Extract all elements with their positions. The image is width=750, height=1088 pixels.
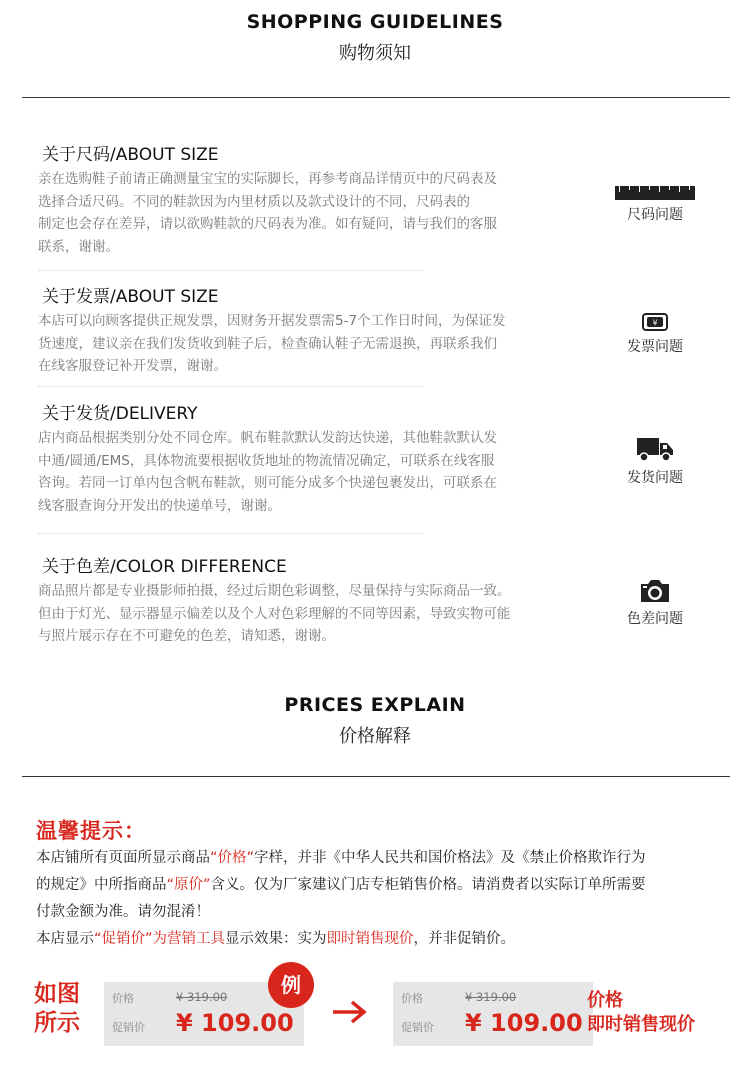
text-line: 在线客服登记补开发票，谢谢。 xyxy=(38,358,227,374)
text-line: 制定也会存在差异，请以欲购鞋款的尺码表为准。如有疑问，请与我们的客服 xyxy=(38,216,497,232)
price-value: ¥ 319.00 xyxy=(465,990,517,1004)
text-line: 联系，谢谢。 xyxy=(38,238,119,255)
side-color xyxy=(612,578,698,628)
result-label-line: 价格 xyxy=(587,990,623,1011)
guideline-invoice-body xyxy=(38,310,568,378)
guideline-delivery xyxy=(38,403,568,517)
guideline-delivery-title: 关于发货/DELIVERY xyxy=(42,404,198,424)
tip-text: 显示效果：实为 xyxy=(225,931,327,947)
truck-icon xyxy=(636,435,674,463)
text-line: 亲在选购鞋子前请正确测量宝宝的实际脚长，再参考商品详情页中的尺码表及 xyxy=(38,171,497,187)
side-delivery-label: 发货问题 xyxy=(627,470,683,486)
tip-paragraph-1 xyxy=(36,845,646,872)
camera-icon xyxy=(638,578,672,604)
text-line: 但由于灯光、显示器显示偏差以及个人对色彩理解的不同等因素，导致实物可能 xyxy=(38,605,511,622)
demo-label-line: 如图 xyxy=(34,981,80,1007)
price-box-result xyxy=(393,982,593,1046)
invoice-icon xyxy=(642,312,668,332)
prices-title-cn: 价格解释 xyxy=(339,726,411,747)
shopping-guidelines-header xyxy=(0,11,750,65)
side-invoice-label: 发票问题 xyxy=(627,339,683,355)
dotted-divider xyxy=(38,270,424,271)
promo-key: 促销价 xyxy=(112,1021,145,1034)
guideline-delivery-body xyxy=(38,427,568,517)
demo-label xyxy=(34,980,80,1038)
guideline-color-title: 关于色差/COLOR DIFFERENCE xyxy=(42,557,287,577)
arrow-right-icon xyxy=(330,998,368,1026)
text-line: 线客服查询分开发出的快递单号，谢谢。 xyxy=(38,497,281,514)
side-size xyxy=(612,186,698,224)
guideline-color-body xyxy=(38,580,568,648)
header-divider xyxy=(22,776,730,777)
shopping-title-en: SHOPPING GUIDELINES xyxy=(246,11,504,33)
text-line: 本店可以向顾客提供正规发票，因财务开据发票需5-7个工作日时间，为保证发 xyxy=(38,313,506,329)
prices-explain-header xyxy=(0,694,750,748)
tip-paragraph-2 xyxy=(36,872,646,899)
side-delivery xyxy=(612,435,698,487)
promo-value: ¥ 109.00 xyxy=(176,1009,294,1037)
svg-text:¥: ¥ xyxy=(652,318,658,328)
price-value: ¥ 319.00 xyxy=(176,990,228,1004)
side-size-label: 尺码问题 xyxy=(627,207,683,223)
tip-highlight: “促销价”为营销工具 xyxy=(94,931,226,947)
guideline-size xyxy=(38,144,568,258)
tip-text: 本店铺所有页面所显示商品 xyxy=(36,850,210,866)
tip-text: 本店显示 xyxy=(36,931,94,947)
promo-value: ¥ 109.00 xyxy=(465,1009,583,1037)
tip-text: ，并非促销价。 xyxy=(413,931,516,947)
text-line: 中通/圆通/EMS，具体物流要根据收货地址的物流情况确定，可联系在线客服 xyxy=(38,452,495,469)
tip-text: 含义。仅为厂家建议门店专柜销售价格。请消费者以实际订单所需要 xyxy=(210,877,646,893)
header-divider xyxy=(22,97,730,98)
text-line: 货速度，建议亲在我们发货收到鞋子后，检查确认鞋子无需退换，再联系我们 xyxy=(38,335,497,352)
text-line: 选择合适尺码。不同的鞋款因为内里材质以及款式设计的不同，尺码表的 xyxy=(38,193,470,210)
tip-text: 字样，并非《中华人民共和国价格法》及《禁止价格欺诈行为 xyxy=(254,850,646,866)
guideline-color xyxy=(38,556,568,648)
price-key: 价格 xyxy=(401,992,423,1005)
result-label-line: 即时销售现价 xyxy=(587,1014,695,1035)
ruler-icon xyxy=(615,186,695,200)
tip-paragraph-4 xyxy=(36,926,515,953)
tip-paragraph-3: 付款金额为准。请勿混淆！ xyxy=(36,904,210,920)
dotted-divider xyxy=(38,533,424,534)
guideline-size-body xyxy=(38,168,568,258)
demo-label-line: 所示 xyxy=(34,1010,80,1036)
tip-highlight: 即时销售现价 xyxy=(326,931,414,947)
text-line: 与照片展示存在不可避免的色差，请知悉，谢谢。 xyxy=(38,628,335,644)
prices-title-en: PRICES EXPLAIN xyxy=(284,694,466,716)
tip-text: 的规定》中所指商品 xyxy=(36,877,167,893)
tip-highlight: “原价” xyxy=(166,877,211,893)
result-label xyxy=(587,989,695,1037)
dotted-divider xyxy=(38,386,424,387)
text-line: 商品照片都是专业摄影师拍摄，经过后期色彩调整，尽量保持与实际商品一致。 xyxy=(38,583,511,599)
guideline-invoice xyxy=(38,286,568,378)
guideline-size-title: 关于尺码/ABOUT SIZE xyxy=(42,145,219,165)
text-line: 咨询。若同一订单内包含帆布鞋款，则可能分成多个快递包裹发出，可联系在 xyxy=(38,475,497,491)
side-color-label: 色差问题 xyxy=(627,611,683,627)
promo-key: 促销价 xyxy=(401,1021,434,1034)
side-invoice xyxy=(612,312,698,356)
text-line: 店内商品根据类别分处不同仓库。帆布鞋款默认发韵达快递，其他鞋款默认发 xyxy=(38,430,497,446)
guideline-invoice-title: 关于发票/ABOUT SIZE xyxy=(42,287,219,307)
shopping-title-cn: 购物须知 xyxy=(339,43,411,64)
example-badge: 例 xyxy=(268,962,314,1008)
price-key: 价格 xyxy=(112,992,134,1005)
tip-title: 温馨提示： xyxy=(36,819,146,843)
tip-highlight: “价格” xyxy=(210,850,255,866)
